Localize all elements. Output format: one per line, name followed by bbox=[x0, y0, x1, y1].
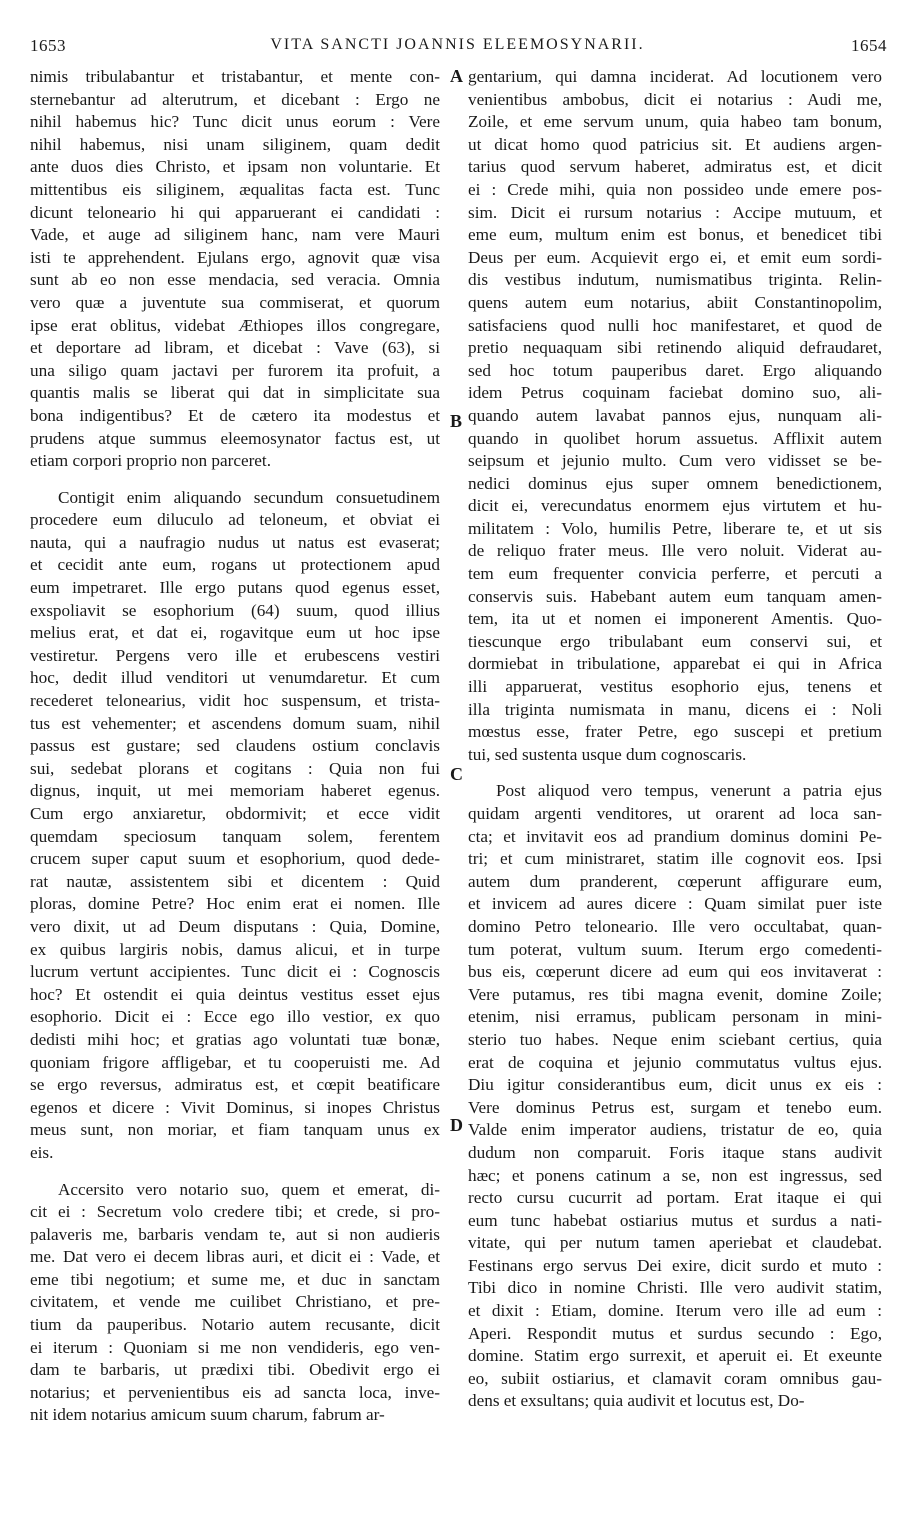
text-line: prudens atque summus eleemosynator factus est, ut bbox=[30, 428, 440, 448]
text-line: eis. bbox=[30, 1142, 54, 1162]
text-line: eum tunc habebat ostiarius mutus et surdus a nati- bbox=[468, 1210, 882, 1230]
text-line: illi apparuerat, vestitus esophorio ejus, tenens et bbox=[468, 677, 882, 697]
text-line: exspoliavit se esophorium (64) suum, quod illius bbox=[30, 600, 440, 620]
text-line: recto cursu cucurrit ad portam. Erat itaque ei qui bbox=[468, 1188, 882, 1208]
text-line: sunt ab eo non esse mendacia, sed veracia. Omnia bbox=[30, 270, 440, 290]
text-line: nihil habemus, nisi unam siliginem, quam dedit bbox=[30, 134, 440, 154]
text-line: tum poterat, vultum suum. Iterum ergo comedenti- bbox=[468, 939, 882, 959]
paragraph bbox=[30, 487, 440, 1165]
left-column-number: 1653 bbox=[30, 36, 66, 55]
text-line: de reliquo frater meus. Ille vero noluit. Viderat au- bbox=[468, 541, 882, 561]
text-line: Vade, et auge ad siliginem hanc, nam vere Mauri bbox=[30, 225, 440, 245]
text-line: eme eum, multum enim est bonus, et benedicet tibi bbox=[468, 225, 882, 245]
running-title: VITA SANCTI JOANNIS ELEEMOSYNARII. bbox=[270, 36, 645, 53]
text-line: tui, sed sustenta usque dum cognoscaris. bbox=[468, 744, 747, 764]
text-line: rat nautæ, assistentem sibi et dicentem : Quid bbox=[30, 871, 440, 891]
text-line: et invicem ad aures dicere : Quam similat puer iste bbox=[468, 894, 882, 914]
text-line: gentarium, qui damna inciderat. Ad locutionem vero bbox=[468, 67, 882, 86]
section-marker-a: A bbox=[450, 66, 463, 86]
text-line: sterio tuo habes. Neque enim sciebant certius, quia bbox=[468, 1029, 882, 1049]
text-line: nedici dominus ejus super omnem benedictionem, bbox=[468, 473, 882, 493]
text-line: venientibus ambobus, dicit ei notarius : Audi me, bbox=[468, 89, 882, 109]
text-line: isti te apprehendent. Ejulans ergo, agnovit quæ visa bbox=[30, 247, 440, 267]
text-line: ante duos dies Christo, et ipsam non voluntarie. Et bbox=[30, 157, 440, 177]
text-line: civitatem, et vende me cuilibet Christiano, et pre- bbox=[30, 1292, 440, 1312]
text-line: egenos et dicere : Vivit Dominus, si inopes Christus bbox=[30, 1097, 440, 1117]
text-line: militatem : Volo, humilis Petre, liberare te, et ut sis bbox=[468, 518, 882, 538]
text-line: mœstus esse, frater Petre, ego suscepi et pretium bbox=[468, 722, 882, 742]
text-line: vero dixit, ut ad Deum disputans : Quia, Domine, bbox=[30, 916, 440, 936]
section-marker-c: C bbox=[450, 764, 463, 784]
text-line: sim. Dicit ei rursum notarius : Accipe mutuum, et bbox=[468, 202, 882, 222]
text-line: tem, ita ut et nomen ei imponerent Amentis. Quo- bbox=[468, 609, 882, 629]
text-line: sternebantur ad alterutrum, et dicebant : Ergo ne bbox=[30, 89, 440, 109]
text-line: notarius; et pervenientibus eis ad sancta loca, inve- bbox=[30, 1382, 440, 1402]
text-line: dicunt teloneario hi qui apparuerant ei candidati : bbox=[30, 202, 440, 222]
text-line: tus est vehementer; et ascendens domum suam, nihil bbox=[30, 713, 440, 733]
text-line: illa triginta numismata in manu, dicens ei : Noli bbox=[468, 699, 882, 719]
text-line: tiescunque ergo tribulabant eum conservi sui, et bbox=[468, 631, 882, 651]
text-line: ex quibus largiris nobis, damus alicui, et in turpe bbox=[30, 939, 440, 959]
text-line: crucem super caput suum et esophorium, quod dede- bbox=[30, 849, 440, 869]
text-line: Deus per eum. Acquievit ergo ei, et emit eum sordi- bbox=[468, 247, 882, 267]
text-line: erat de coquina et jejunio commutatus vultus ejus. bbox=[468, 1052, 882, 1072]
text-line: dignus, inquit, ut mei memoriam haberet egenus. bbox=[30, 781, 440, 801]
text-line: ploras, domine Petre? Hoc enim erat ei nomen. Ille bbox=[30, 894, 440, 914]
section-marker-b: B bbox=[450, 411, 463, 431]
left-text-column bbox=[30, 66, 440, 1427]
paragraph bbox=[30, 1179, 440, 1428]
text-line: et deportare ad libram, et dicebat : Vave (63), si bbox=[30, 338, 440, 358]
text-line: idem Petrus coquinam faciebat domino suo, ali- bbox=[468, 383, 882, 403]
text-line: hæc; et ponens catinum a se, non est ingressus, sed bbox=[468, 1165, 882, 1185]
text-line: se ergo reversus, admiratus est, et cœpit beatificare bbox=[30, 1075, 440, 1095]
text-line: et cecidit ante eum, rogans ut protectionem apud bbox=[30, 555, 440, 575]
text-line: cit ei : Secretum volo credere tibi; et crede, si pro- bbox=[30, 1202, 440, 1222]
text-line: tarius quod servum haberet, admiratus est, et dicit bbox=[468, 157, 882, 177]
text-line: nauta, qui a naufragio nudus ut natus est evaserat; bbox=[30, 532, 440, 552]
text-line: hoc? Et ostendit ei quia deintus vestitus esset ejus bbox=[30, 984, 440, 1004]
text-line: etenim, nisi erramus, publicam personam in mini- bbox=[468, 1007, 882, 1027]
text-line: vero quæ a juventute sua commiserat, et quorum bbox=[30, 292, 440, 312]
text-line: pretio nequaquam sibi retinendo aliquid defraudaret, bbox=[468, 338, 882, 358]
text-line: eme tibi negotium; et sume me, et duc in sanctam bbox=[30, 1269, 440, 1289]
text-line: nihil habemus hic? Tunc dicit unus eorum : Vere bbox=[30, 112, 440, 132]
text-line: etiam corpori proprio non parceret. bbox=[30, 451, 272, 471]
text-line: Aperi. Respondit mutus et surdus secundo : Ego, bbox=[468, 1323, 882, 1343]
text-line: Tibi dico in nomine Christi. Ille vero audivit statim, bbox=[468, 1278, 882, 1298]
text-line: tri; et cum ministraret, statim ille cognovit eos. Ipsi bbox=[468, 849, 882, 869]
text-line: nit idem notarius amicum suum charum, fabrum ar- bbox=[30, 1405, 385, 1425]
text-line: dedisti mihi hoc; et gratias ago voluntati tuæ bonæ, bbox=[30, 1029, 440, 1049]
text-line: cta; et invitavit eos ad prandium dominus domini Pe- bbox=[468, 826, 882, 846]
text-line: sed hoc totum pauperibus daret. Ergo aliquando bbox=[468, 360, 882, 380]
text-line: mittentibus eis siliginem, æqualitas facta est. Tunc bbox=[30, 179, 440, 199]
text-line: Accersito vero notario suo, quem et emerat, di- bbox=[58, 1179, 440, 1199]
text-line: autem dum pranderent, cœperunt affigurare eum, bbox=[468, 871, 882, 891]
text-line: quens autem eum notarius, abiit Constantinopolim, bbox=[468, 292, 882, 312]
text-line: quando in quolibet horum assuetus. Afflixit autem bbox=[468, 428, 882, 448]
text-line: quando autem lavabat pannos ejus, nunquam ali- bbox=[468, 405, 882, 425]
text-line: eo, subiit ostiarius, et clamavit coram omnibus gau- bbox=[468, 1368, 882, 1388]
text-line: ipse erat oblitus, videbat Æthiopes illos congregare, bbox=[30, 315, 440, 335]
text-line: Post aliquod vero tempus, venerunt a patria ejus bbox=[496, 781, 882, 801]
text-line: dam te barbaris, ut prædixi tibi. Obedivit ergo ei bbox=[30, 1360, 440, 1380]
text-line: esophorio. Dicit ei : Ecce ego illo vestior, ex quo bbox=[30, 1007, 440, 1027]
text-line: Contigit enim aliquando secundum consuetudinem bbox=[58, 487, 440, 507]
text-line: Vere putamus, res tibi magna evenit, domine Zoile; bbox=[468, 984, 882, 1004]
text-line: dicit ei, verecundatus enormem ejus virtutem et hu- bbox=[468, 496, 882, 516]
right-text-column bbox=[468, 66, 882, 1413]
paragraph bbox=[468, 66, 882, 766]
text-line: domine. Statim ergo surrexit, et aperuit ei. Et exeunte bbox=[468, 1346, 882, 1366]
text-line: hoc, dedit illud venditori ut venumdaretur. Et cum bbox=[30, 668, 440, 688]
text-line: et dixit : Etiam, domine. Iterum vero ille ad eum : bbox=[468, 1301, 882, 1321]
text-line: quoniam frigore affligebar, et tu cooperuisti me. Ad bbox=[30, 1052, 440, 1072]
paragraph bbox=[468, 780, 882, 1413]
text-line: Festinans ergo servus Dei exire, dicit surdo et muto : bbox=[468, 1255, 882, 1275]
text-line: ei iterum : Quoniam si me non vendideris, ego ven- bbox=[30, 1337, 440, 1357]
text-line: eum impetraret. Ille ergo putans quod egenus esset, bbox=[30, 578, 440, 598]
right-column-number: 1654 bbox=[851, 36, 887, 55]
text-line: dens et exsultans; quia audivit et locutus est, Do- bbox=[468, 1391, 805, 1411]
text-line: dudum non comparuit. Foris itaque stans audivit bbox=[468, 1142, 882, 1162]
text-line: Cum ergo anxiaretur, obdormivit; et ecce vidit bbox=[30, 804, 440, 823]
text-line: ei : Crede mihi, quia non possideo unde emere pos- bbox=[468, 179, 882, 199]
text-line: Zoile, et eme servum unum, quia habeo tam bonum, bbox=[468, 112, 882, 132]
text-line: palaveris me, barbaris vendam te, aut si non audieris bbox=[30, 1224, 440, 1244]
text-line: sui, sedebat plorans et cogitans : Quia non fui bbox=[30, 758, 440, 778]
text-line: dormiebat in tribulatione, apparebat ei qui in Africa bbox=[468, 654, 882, 674]
text-line: conservis suis. Habebant autem eum tanquam amen- bbox=[468, 586, 882, 606]
page-header bbox=[0, 30, 915, 60]
text-line: bus eis, cœperunt dicere ad eum qui eos invitaverat : bbox=[468, 962, 882, 982]
text-line: procedere eum diluculo ad teloneum, et obviat ei bbox=[30, 510, 440, 530]
text-line: domino Petro teloneario. Ille vero occultabat, quan- bbox=[468, 916, 882, 936]
text-line: me. Dat vero ei decem libras auri, et dicit ei : Vade, et bbox=[30, 1247, 440, 1267]
text-line: quemdam speciosum tanquam solem, ferentem bbox=[30, 826, 440, 846]
text-line: quantis malis se liberat qui dat in simplicitate sua bbox=[30, 383, 440, 403]
text-line: Vere dominus Petrus est, surgam et tenebo eum. bbox=[468, 1097, 882, 1117]
text-line: satisfaciens quod nulli hoc manifestaret, et quod de bbox=[468, 315, 882, 335]
text-line: bona indigentibus? Et de cætero ita modestus et bbox=[30, 405, 440, 425]
text-line: dis vestibus indutum, numismatibus triginta. Relin- bbox=[468, 270, 882, 290]
text-line: ut dicat homo quod patricius sit. Et audiens argen- bbox=[468, 134, 882, 154]
paragraph bbox=[30, 66, 440, 473]
text-line: tem eum frequenter convicia perferre, et percuti a bbox=[468, 564, 882, 584]
text-line: lucrum vertunt accipientes. Tunc dicit ei : Cognoscis bbox=[30, 962, 440, 982]
text-line: una siligo quam jactavi per furorem ita profuit, a bbox=[30, 360, 440, 380]
text-line: Valde enim imperator audiens, tristatur de eo, quia bbox=[468, 1120, 882, 1140]
text-line: melius erat, et dat ei, rogavitque eum ut hoc ipse bbox=[30, 623, 440, 643]
text-line: Diu igitur considerantibus eum, dicit unus ex eis : bbox=[468, 1075, 882, 1095]
text-line: tium da pauperibus. Notario autem recusante, dicit bbox=[30, 1315, 440, 1335]
text-line: vestiretur. Pergens vero ille et erubescens vestiri bbox=[30, 645, 440, 665]
section-marker-d: D bbox=[450, 1115, 463, 1135]
text-line: meus sunt, non moriar, et fiam tanquam unus ex bbox=[30, 1120, 440, 1140]
text-line: seipsum et jejunio multo. Cum vero vidisset se be- bbox=[468, 451, 882, 471]
text-line: passus est gustare; sed claudens ostium conclavis bbox=[30, 736, 440, 756]
text-line: recederet telonearius, vidit hoc suspensum, et trista- bbox=[30, 691, 440, 711]
text-line: nimis tribulabantur et tristabantur, et mente con- bbox=[30, 67, 440, 86]
text-line: quidam argenti venditores, ut orarent ad loca san- bbox=[468, 804, 882, 823]
text-line: vitate, qui per nutum tamen aperiebat et claudebat. bbox=[468, 1233, 882, 1253]
